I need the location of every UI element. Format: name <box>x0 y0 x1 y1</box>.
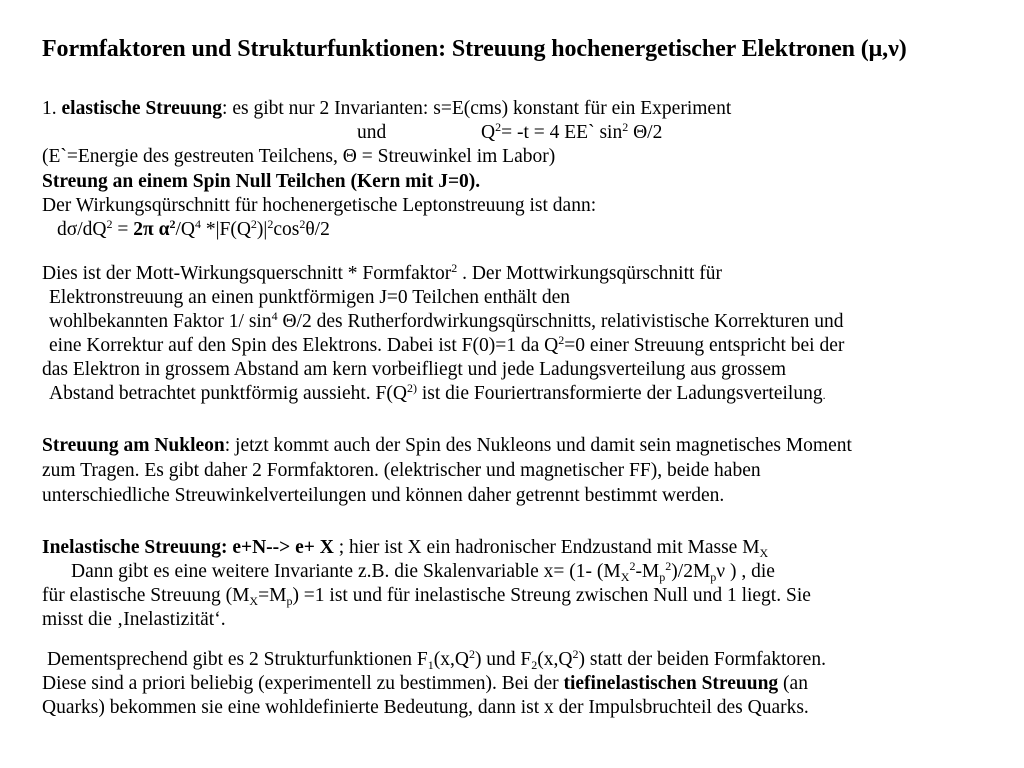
formula-text: = <box>112 219 134 240</box>
formula-text: cos <box>273 219 300 240</box>
sub: p <box>710 570 717 584</box>
elastic-line-10 <box>49 334 844 358</box>
formula-text: θ/2 <box>305 219 330 240</box>
sub: X <box>759 546 769 560</box>
inelastic-line-4: misst die ‚Inelastizität‘. <box>42 609 226 630</box>
text: Θ/2 des Rutherfordwirkungsqürschnitts, relativistische Korrekturen und <box>277 311 844 332</box>
formula-text: = -t = 4 EE` sin <box>501 122 623 143</box>
period: . <box>822 388 826 402</box>
inelastic-line-6 <box>42 672 808 696</box>
nucleon-line-1 <box>42 434 852 458</box>
text: . Der Mottwirkungsqürschnitt für <box>457 263 723 284</box>
text: ) =1 ist und für inelastische Streung zwischen Null und 1 liegt. Sie <box>292 585 811 606</box>
elastic-line-2-formula <box>481 121 662 145</box>
text: (an <box>778 673 808 694</box>
mott-formula <box>57 218 330 242</box>
inelastic-heading: Inelastische Streuung: e+N--> e+ X <box>42 537 334 558</box>
sub: p <box>659 570 666 584</box>
text: )/2M <box>671 561 711 582</box>
sub: 2 <box>531 658 538 672</box>
elastic-line-9 <box>49 310 844 334</box>
text: (x,Q <box>433 649 469 670</box>
elastic-heading: elastische Streuung <box>61 98 223 119</box>
text: ist die Fouriertransformierte der Ladungsverteilung <box>416 383 823 404</box>
q-symbol: Q <box>481 122 496 143</box>
elastic-line-3: (E`=Energie des gestreuten Teilchens, Θ = Streuwinkel im Labor) <box>42 146 556 167</box>
formula-text: /Q <box>175 219 195 240</box>
elastic-line-7 <box>42 262 722 286</box>
formula-text: Θ/2 <box>628 122 663 143</box>
nucleon-line-2: zum Tragen. Es gibt daher 2 Formfaktoren. (elektrischer und magnetischer FF), beide haben <box>42 460 761 481</box>
formula-text: *|F(Q <box>200 219 251 240</box>
sup: 2 <box>468 647 475 661</box>
inelastic-line-7: Quarks) bekommen sie eine wohldefinierte Bedeutung, dann ist x der Impulsbruchteil des Quarks. <box>42 697 809 718</box>
nucleon-line-1-text: : jetzt kommt auch der Spin des Nukleons und damit sein magnetisches Moment <box>224 435 852 456</box>
elastic-line-1-text: : es gibt nur 2 Invarianten: s=E(cms) konstant für ein Experiment <box>222 98 732 119</box>
elastic-number: 1. <box>42 98 62 119</box>
text: Dementsprechend gibt es 2 Strukturfunktionen F <box>47 649 428 670</box>
inelastic-line-5 <box>47 648 826 672</box>
inelastic-line-3 <box>42 584 811 608</box>
text: ; hier ist X ein hadronischer Endzustand mit Masse M <box>333 537 760 558</box>
elastic-line-12 <box>49 382 826 407</box>
text: =M <box>258 585 287 606</box>
sub: X <box>249 594 259 608</box>
spin-zero-heading: Streung an einem Spin Null Teilchen (Kern mit J=0). <box>42 171 481 192</box>
text: (x,Q <box>537 649 573 670</box>
deep-inelastic-term: tiefinelastischen Streuung <box>563 673 779 694</box>
sup: 2 <box>299 217 306 231</box>
sup: 2 <box>558 333 565 347</box>
elastic-line-5: Der Wirkungsqürschnitt für hochenergetische Leptonstreuung ist dann: <box>42 195 597 216</box>
nucleon-line-3: unterschiedliche Streuwinkelverteilungen und können daher getrennt bestimmt werden. <box>42 485 725 506</box>
sup: 2 <box>572 647 579 661</box>
slide-title: Formfaktoren und Strukturfunktionen: Streuung hochenergetischer Elektronen (μ,ν) <box>42 36 907 62</box>
inelastic-line-1 <box>42 536 768 560</box>
inelastic-line-2 <box>71 560 775 584</box>
sup: 2 <box>622 120 629 134</box>
sup: 2 <box>106 217 113 231</box>
sup: 4 <box>194 217 201 231</box>
text: Dann gibt es eine weitere Invariante z.B. die Skalenvariable x= (1- (M <box>71 561 621 582</box>
text: -M <box>635 561 660 582</box>
elastic-line-8: Elektronstreuung an einen punktförmigen J=0 Teilchen enthält den <box>49 287 571 308</box>
sup: 2 <box>250 217 257 231</box>
sub: X <box>620 570 630 584</box>
sup: 2 <box>451 261 458 275</box>
text: ) statt der beiden Formfaktoren. <box>578 649 826 670</box>
elastic-line-2-und: und <box>357 122 387 143</box>
elastic-line-1 <box>42 97 731 121</box>
text: =0 einer Streuung entspricht bei der <box>564 335 845 356</box>
sup: 2 <box>629 559 636 573</box>
formula-text: )| <box>256 219 268 240</box>
sup: 2 <box>267 217 274 231</box>
elastic-line-11: das Elektron in grossem Abstand am kern vorbeifliegt und jede Ladungsverteilung aus grossem <box>42 359 787 380</box>
sub: 1 <box>427 658 434 672</box>
formula-text: 2π α <box>133 219 170 240</box>
nucleon-heading: Streuung am Nukleon <box>42 435 225 456</box>
sup: 2 <box>169 217 176 231</box>
text: ) und F <box>474 649 532 670</box>
text: Dies ist der Mott-Wirkungsquerschnitt * Formfaktor <box>42 263 452 284</box>
text: eine Korrektur auf den Spin des Elektrons. Dabei ist F(0)=1 da Q <box>49 335 559 356</box>
text: wohlbekannten Faktor 1/ sin <box>49 311 272 332</box>
sup: 2) <box>406 381 417 395</box>
sub: p <box>286 594 293 608</box>
text: ν ) , die <box>716 561 775 582</box>
sup: 2 <box>665 559 672 573</box>
sup: 4 <box>271 309 278 323</box>
text: Diese sind a priori beliebig (experimentell zu bestimmen). Bei der <box>42 673 564 694</box>
text: Abstand betrachtet punktförmig aussieht. F(Q <box>49 383 407 404</box>
sup: 2 <box>495 120 502 134</box>
text: für elastische Streuung (M <box>42 585 250 606</box>
formula-text: dσ/dQ <box>57 219 107 240</box>
